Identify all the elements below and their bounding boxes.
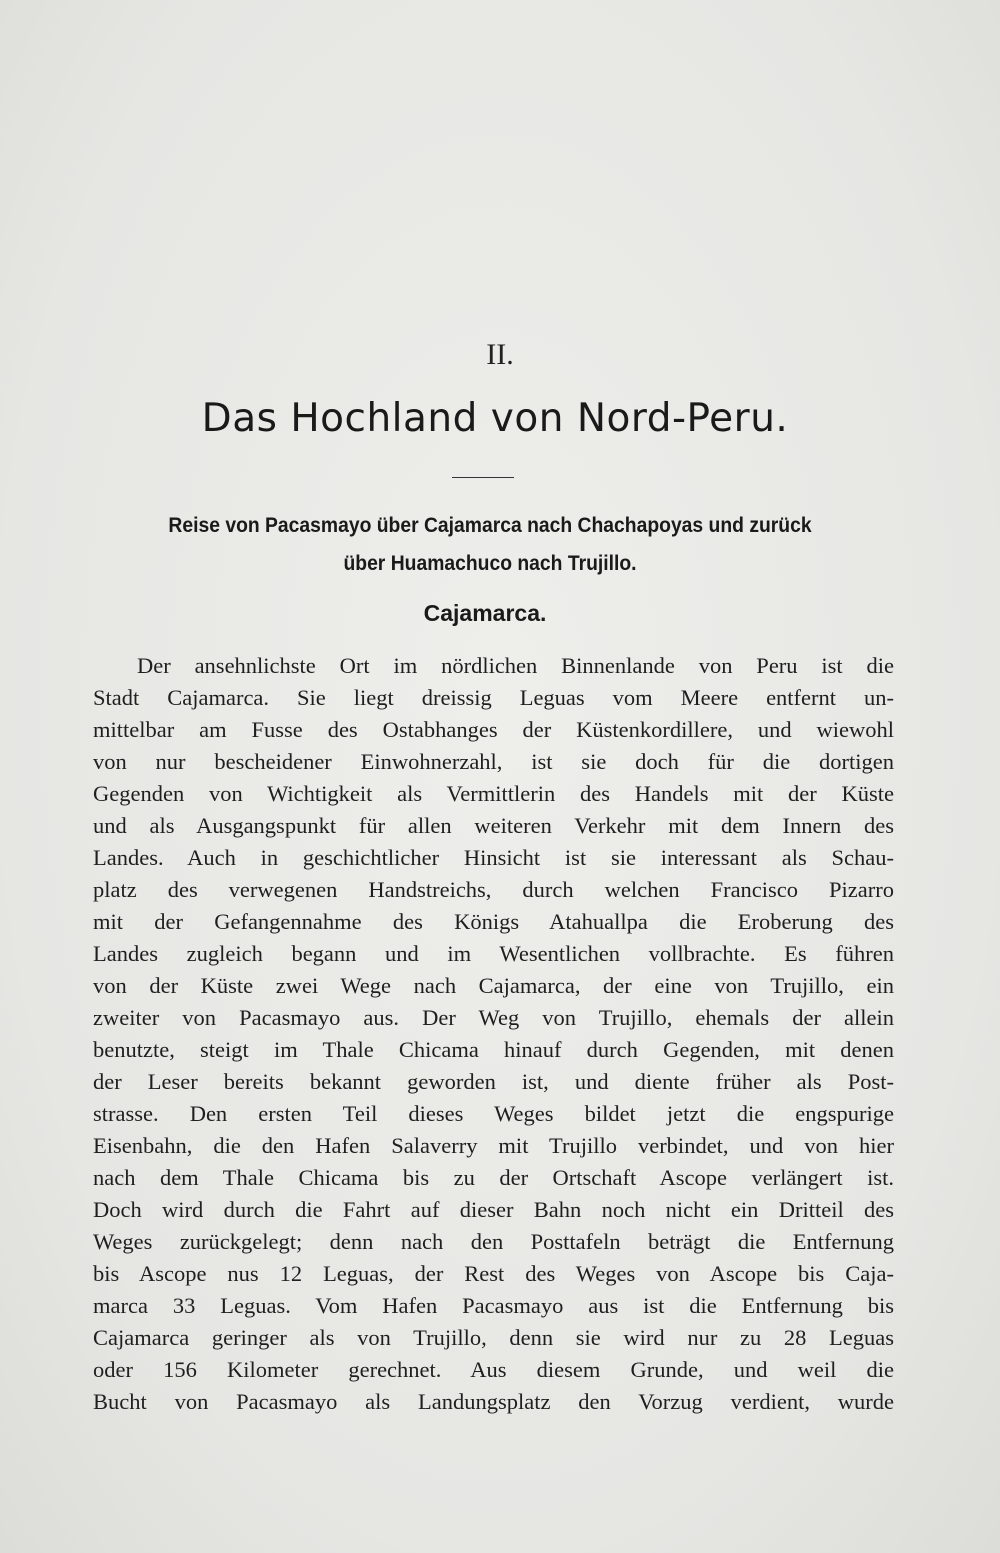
body-line: nach dem Thale Chicama bis zu der Ortschaft Ascope verlängert ist. (93, 1165, 894, 1190)
body-line: Doch wird durch die Fahrt auf dieser Bahn noch nicht ein Dritteil des (93, 1197, 894, 1222)
body-paragraph (93, 650, 894, 1418)
body-line: Gegenden von Wichtigkeit als Vermittlerin des Handels mit der Küste (93, 781, 894, 806)
body-line: Weges zurückgelegt; denn nach den Posttafeln beträgt die Entfernung (93, 1229, 894, 1254)
body-line: Cajamarca geringer als von Trujillo, denn sie wird nur zu 28 Leguas (93, 1325, 894, 1350)
body-line: Eisenbahn, die den Hafen Salaverry mit Trujillo verbindet, und von hier (93, 1133, 894, 1158)
body-line: Stadt Cajamarca. Sie liegt dreissig Leguas vom Meere entfernt un- (93, 685, 894, 710)
body-line: benutzte, steigt im Thale Chicama hinauf durch Gegenden, mit denen (93, 1037, 894, 1062)
body-line: Landes. Auch in geschichtlicher Hinsicht ist sie interessant als Schau- (93, 845, 894, 870)
section-heading: Cajamarca. (423, 600, 547, 626)
chapter-number: II. (486, 338, 514, 371)
body-line: von nur bescheidener Einwohnerzahl, ist sie doch für die dortigen (93, 749, 894, 774)
body-line: mittelbar am Fusse des Ostabhanges der Küstenkordillere, und wiewohl (93, 717, 894, 742)
subtitle-line-1: Reise von Pacasmayo über Cajamarca nach Chachapoyas und zurück (168, 514, 812, 537)
body-line: strasse. Den ersten Teil dieses Weges bildet jetzt die engspurige (93, 1101, 894, 1126)
body-line: marca 33 Leguas. Vom Hafen Pacasmayo aus ist die Entfernung bis (93, 1293, 894, 1318)
chapter-subtitle (131, 507, 849, 583)
title-divider (452, 477, 514, 478)
chapter-title: Das Hochland von Nord-Peru. (201, 396, 789, 441)
body-line: Bucht von Pacasmayo als Landungsplatz den Vorzug verdient, wurde (93, 1389, 894, 1414)
body-line: von der Küste zwei Wege nach Cajamarca, der eine von Trujillo, ein (93, 973, 894, 998)
body-line: oder 156 Kilometer gerechnet. Aus diesem Grunde, und weil die (93, 1357, 894, 1382)
subtitle-line-2: über Huamachuco nach Trujillo. (343, 552, 637, 575)
body-line: bis Ascope nus 12 Leguas, der Rest des Weges von Ascope bis Caja- (93, 1261, 894, 1286)
body-line: platz des verwegenen Handstreichs, durch welchen Francisco Pizarro (93, 877, 894, 902)
body-line: Landes zugleich begann und im Wesentlichen vollbrachte. Es führen (93, 941, 894, 966)
body-line: zweiter von Pacasmayo aus. Der Weg von Trujillo, ehemals der allein (93, 1005, 894, 1030)
body-line: und als Ausgangspunkt für allen weiteren Verkehr mit dem Innern des (93, 813, 894, 838)
body-line: mit der Gefangennahme des Königs Atahuallpa die Eroberung des (93, 909, 894, 934)
body-line: Der ansehnlichste Ort im nördlichen Binnenlande von Peru ist die (137, 653, 894, 678)
body-line: der Leser bereits bekannt geworden ist, und diente früher als Post- (93, 1069, 894, 1094)
